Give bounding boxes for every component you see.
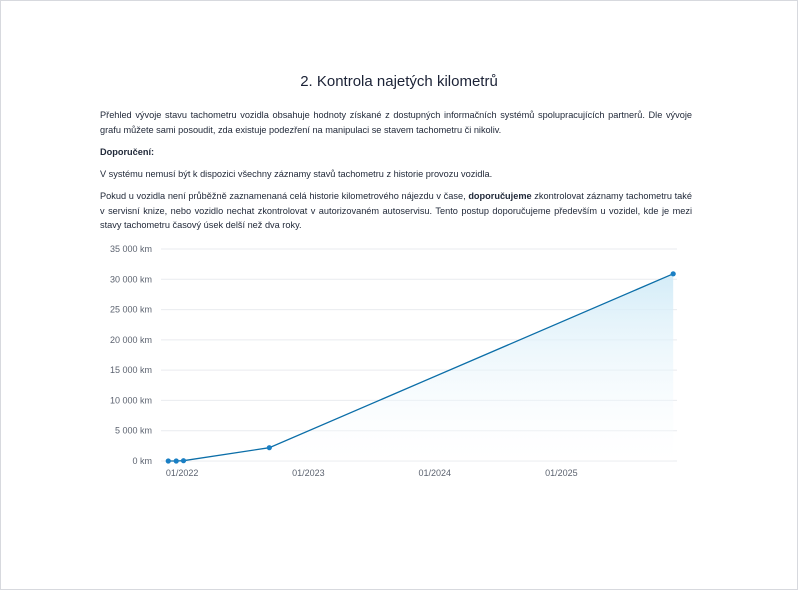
- advice-text-start: Pokud u vozidla není průběžně zaznamenaná celá historie kilometrového nájezdu v čase,: [100, 191, 469, 201]
- data-point[interactable]: [174, 458, 179, 463]
- y-tick-label: 10 000 km: [109, 395, 152, 406]
- intro-paragraph: Přehled vývoje stavu tachometru vozidla obsahuje hodnoty získané z dostupných informačních systémů spolupracujících partnerů. Dle vývoje grafu můžete sami posoudit, zda existuje podezření na manipulaci se stavem tachometru či nikoliv.: [100, 110, 692, 135]
- series-area: [168, 274, 673, 461]
- y-tick-label: 0 km: [132, 456, 152, 466]
- recommendation-label: Doporučení:: [100, 147, 155, 157]
- data-point[interactable]: [671, 271, 676, 276]
- section-title: 2. Kontrola najetých kilometrů: [300, 73, 498, 90]
- odometer-chart: [1, 1, 799, 591]
- area-fill-group: [168, 274, 673, 461]
- advice-text-end: zkontrolovat záznamy tachometru také v servisní knize, nebo vozidlo nechat zkontrolovat v autorizovaném autoservisu. Tento postup doporučujeme především u vozidel, kde je mezi stavy tachometru časový úsek delší než dva roky.: [100, 191, 692, 230]
- x-tick-label: 01/2022: [165, 468, 199, 478]
- data-point[interactable]: [166, 458, 171, 463]
- y-tick-label: 25 000 km: [109, 304, 152, 315]
- data-point[interactable]: [181, 458, 186, 463]
- x-tick-label: 01/2025: [545, 468, 578, 478]
- y-tick-label: 20 000 km: [109, 334, 152, 345]
- y-tick-label: 5 000 km: [114, 425, 152, 436]
- note-paragraph: V systému nemusí být k dispozici všechny záznamy stavů tachometru z historie provozu vozidla.: [100, 169, 493, 179]
- y-tick-label: 30 000 km: [109, 274, 152, 285]
- x-tick-label: 01/2024: [418, 468, 452, 478]
- y-axis-labels: [110, 244, 152, 466]
- y-tick-label: 15 000 km: [109, 365, 152, 376]
- y-tick-label: 35 000 km: [109, 244, 152, 254]
- data-point[interactable]: [267, 445, 272, 450]
- advice-emphasis: doporučujeme: [468, 191, 532, 201]
- x-tick-label: 01/2023: [292, 468, 325, 478]
- x-axis-labels: [166, 468, 578, 478]
